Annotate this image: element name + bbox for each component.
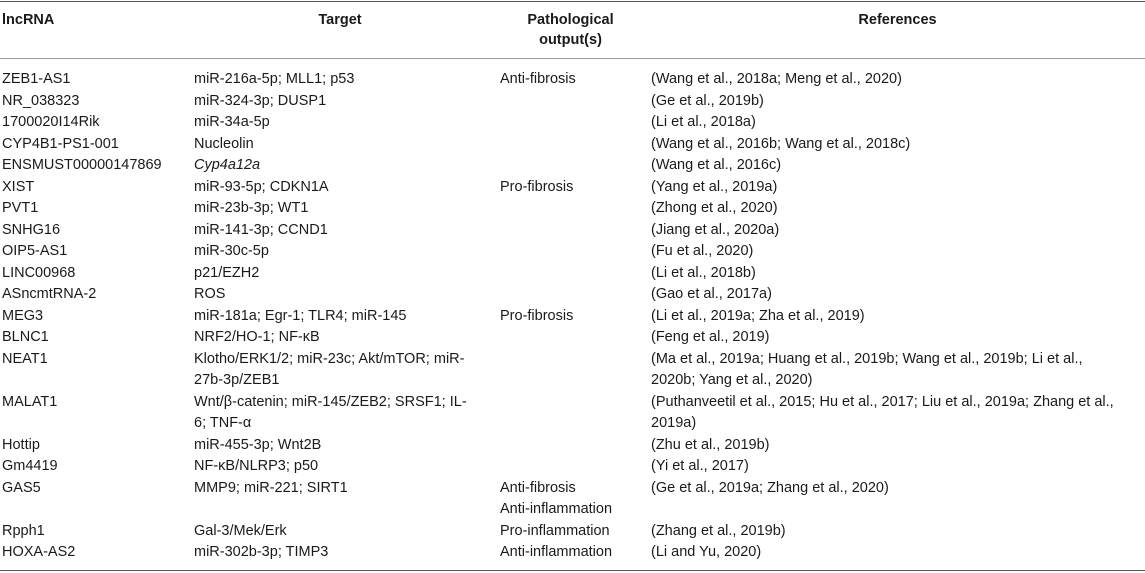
cell-lncrna: ASncmtRNA-2 — [2, 286, 97, 302]
cell-lncrna: LINC00968 — [2, 264, 76, 281]
cell-target-line: miR-455-3p; Wnt2B — [194, 436, 322, 453]
cell-lncrna: NEAT1 — [2, 350, 48, 367]
cell-target-line: miR-30c-5p — [194, 243, 269, 259]
cell-references-line: (Feng et al., 2019) — [651, 329, 770, 345]
cell-references — [651, 456, 1145, 478]
cell-lncrna: ENSMUST00000147869 — [2, 157, 162, 173]
cell-lncrna: XIST — [2, 178, 35, 195]
header-pathological-line-2: output(s) — [539, 32, 602, 48]
cell-target — [194, 134, 489, 156]
cell-references-line: (Zhang et al., 2019b) — [651, 522, 786, 539]
cell-target-line: p21/EZH2 — [194, 264, 260, 281]
cell-target-line: Klotho/ERK1/2; miR-23c; Akt/mTOR; miR- — [194, 350, 465, 367]
cell-references — [651, 478, 1145, 500]
cell-references-line: (Li et al., 2019a; Zha et al., 2019) — [651, 307, 865, 324]
cell-target — [194, 327, 489, 349]
cell-references-line: (Wang et al., 2018a; Meng et al., 2020) — [651, 71, 902, 87]
cell-references — [651, 155, 1145, 177]
cell-lncrna: OIP5-AS1 — [2, 243, 68, 259]
cell-references-line: (Ge et al., 2019a; Zhang et al., 2020) — [651, 479, 889, 496]
cell-references — [651, 349, 1145, 392]
cell-pathological-output — [500, 478, 645, 521]
cell-lncrna: 1700020I14Rik — [2, 114, 100, 130]
cell-references-line: (Jiang et al., 2020a) — [651, 221, 780, 238]
cell-lncrna: PVT1 — [2, 200, 39, 216]
cell-target — [194, 263, 489, 285]
cell-references — [651, 177, 1145, 199]
table-bottom-rule — [0, 570, 1145, 571]
cell-target-line: miR-23b-3p; WT1 — [194, 200, 309, 216]
cell-target — [194, 177, 489, 199]
cell-pathological-output-line: Pro-inflammation — [500, 522, 610, 539]
cell-references-line: (Li et al., 2018a) — [651, 114, 756, 130]
cell-lncrna: NR_038323 — [2, 92, 80, 109]
cell-target-line: miR-181a; Egr-1; TLR4; miR-145 — [194, 307, 407, 324]
cell-lncrna: Gm4419 — [2, 458, 58, 474]
cell-references-line: (Zhong et al., 2020) — [651, 200, 778, 216]
cell-references-line: (Ma et al., 2019a; Huang et al., 2019b; Wang et al., 2019b; Li et al., — [651, 350, 1083, 367]
cell-references-line: (Wang et al., 2016c) — [651, 157, 782, 173]
header-rule — [0, 58, 1145, 59]
cell-lncrna: MALAT1 — [2, 393, 58, 410]
cell-references — [651, 392, 1145, 435]
cell-target — [194, 478, 489, 500]
cell-target-line: Wnt/β-catenin; miR-145/ZEB2; SRSF1; IL- — [194, 393, 467, 410]
cell-target-line: 6; TNF-α — [194, 415, 252, 431]
cell-lncrna: MEG3 — [2, 307, 44, 324]
cell-references-line: (Zhu et al., 2019b) — [651, 436, 770, 453]
cell-pathological-output-line: Anti-inflammation — [500, 544, 613, 560]
cell-target-line: miR-141-3p; CCND1 — [194, 221, 328, 238]
cell-pathological-output-line: Anti-fibrosis — [500, 71, 576, 87]
cell-pathological-output — [500, 69, 645, 91]
cell-target-line: miR-302b-3p; TIMP3 — [194, 544, 329, 560]
cell-references-line: 2019a) — [651, 415, 697, 431]
cell-lncrna: ZEB1-AS1 — [2, 71, 71, 87]
cell-references-line: (Puthanveetil et al., 2015; Hu et al., 2017; Liu et al., 2019a; Zhang et al., — [651, 393, 1114, 410]
cell-references — [651, 327, 1145, 349]
cell-target — [194, 155, 489, 177]
cell-target — [194, 542, 489, 564]
cell-references — [651, 263, 1145, 285]
cell-target-line: 27b-3p/ZEB1 — [194, 372, 280, 388]
cell-references-line: (Fu et al., 2020) — [651, 243, 754, 259]
cell-target-line: Nucleolin — [194, 135, 254, 152]
cell-target-line: Gal-3/Mek/Erk — [194, 522, 287, 539]
cell-lncrna: SNHG16 — [2, 221, 61, 238]
cell-references — [651, 198, 1145, 220]
cell-target-line: Cyp4a12a — [194, 157, 261, 173]
cell-pathological-output — [500, 521, 645, 543]
cell-references-line: (Gao et al., 2017a) — [651, 286, 772, 302]
cell-target — [194, 220, 489, 242]
cell-target-line: ROS — [194, 286, 226, 302]
cell-references-line: (Wang et al., 2016b; Wang et al., 2018c) — [651, 135, 911, 152]
cell-target-line: MMP9; miR-221; SIRT1 — [194, 479, 348, 496]
cell-target — [194, 349, 489, 392]
cell-references-line: 2020b; Yang et al., 2020) — [651, 372, 813, 388]
cell-target — [194, 306, 489, 328]
cell-references-line: (Li et al., 2018b) — [651, 264, 756, 281]
cell-target — [194, 112, 489, 134]
cell-pathological-output — [500, 177, 645, 199]
cell-references-line: (Yi et al., 2017) — [651, 458, 749, 474]
cell-target-line: NF-κB/NLRP3; p50 — [194, 458, 319, 474]
cell-lncrna: BLNC1 — [2, 329, 49, 345]
cell-references — [651, 134, 1145, 156]
cell-target-line: miR-216a-5p; MLL1; p53 — [194, 71, 355, 87]
cell-references — [651, 435, 1145, 457]
cell-target-line: NRF2/HO-1; NF-κB — [194, 329, 320, 345]
cell-target — [194, 198, 489, 220]
header-target: Target — [318, 12, 362, 28]
cell-references — [651, 220, 1145, 242]
cell-lncrna: GAS5 — [2, 479, 41, 496]
cell-target-line: miR-34a-5p — [194, 114, 270, 130]
cell-target — [194, 521, 489, 543]
cell-target-line: miR-93-5p; CDKN1A — [194, 178, 329, 195]
cell-lncrna: HOXA-AS2 — [2, 544, 76, 560]
cell-references-line: (Ge et al., 2019b) — [651, 92, 764, 109]
cell-pathological-output-line: Pro-fibrosis — [500, 307, 574, 324]
cell-target — [194, 435, 489, 457]
cell-references — [651, 306, 1145, 328]
cell-pathological-output — [500, 542, 645, 564]
cell-references — [651, 521, 1145, 543]
header-lncrna: lncRNA — [2, 12, 55, 28]
cell-references — [651, 542, 1145, 564]
header-pathological-line-1: Pathological — [527, 12, 614, 28]
cell-lncrna: Hottip — [2, 436, 40, 453]
header-pathological-output — [498, 10, 643, 50]
cell-references — [651, 69, 1145, 91]
table-top-rule — [0, 1, 1145, 2]
cell-target — [194, 392, 489, 435]
cell-lncrna: CYP4B1-PS1-001 — [2, 135, 119, 152]
cell-pathological-output-line: Pro-fibrosis — [500, 178, 574, 195]
cell-target — [194, 456, 489, 478]
cell-pathological-output-line: Anti-inflammation — [500, 501, 613, 517]
cell-references — [651, 284, 1145, 306]
cell-target — [194, 284, 489, 306]
cell-target — [194, 91, 489, 113]
cell-references — [651, 241, 1145, 263]
cell-references — [651, 112, 1145, 134]
cell-lncrna: Rpph1 — [2, 522, 45, 539]
cell-pathological-output — [500, 306, 645, 328]
header-references: References — [858, 12, 937, 28]
cell-target-line: miR-324-3p; DUSP1 — [194, 92, 327, 109]
cell-references-line: (Li and Yu, 2020) — [651, 544, 762, 560]
cell-target — [194, 241, 489, 263]
cell-references-line: (Yang et al., 2019a) — [651, 178, 778, 195]
cell-target — [194, 69, 489, 91]
cell-references — [651, 91, 1145, 113]
cell-pathological-output-line: Anti-fibrosis — [500, 479, 576, 496]
